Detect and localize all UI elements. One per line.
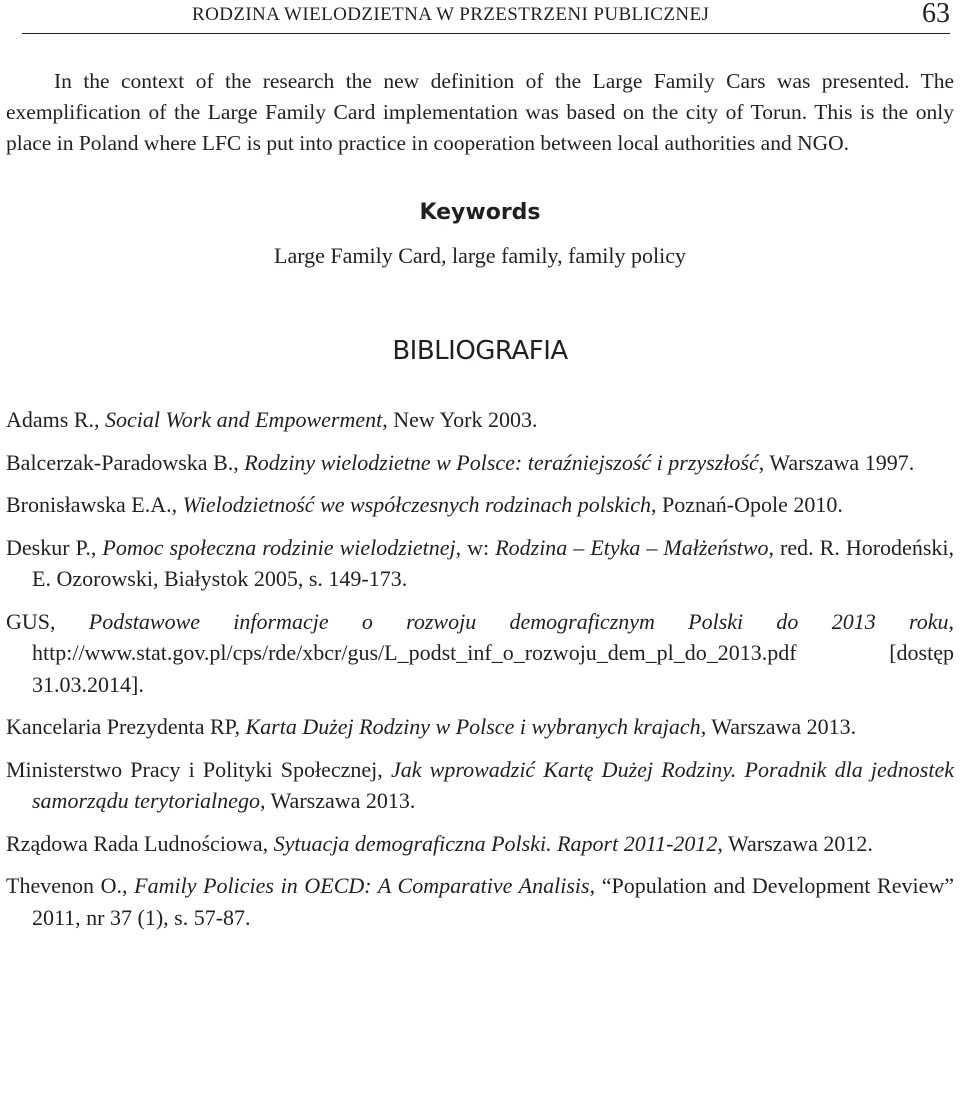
entry-title: Karta Dużej Rodziny w Polsce i wybranych krajach [245, 714, 701, 739]
entry-details: , red. R. Horodeński, E. Ozorowski, Białystok 2005, s. 149-173. [32, 534, 955, 591]
bibliography-entry [6, 532, 954, 595]
entry-author: Adams R., [6, 407, 105, 432]
entry-title: Pomoc społeczna rodzinie wielodzietnej [102, 534, 456, 560]
entry-title: Wielodzietność we współczesnych rodzinach polskich [182, 492, 652, 517]
entry-book-title: Rodzina – Etyka – Małżeństwo [495, 534, 769, 560]
entry-author: Balcerzak-Paradowska B., [6, 449, 245, 475]
entry-connector: , w: [455, 534, 496, 560]
bibliography-entry [6, 870, 954, 933]
keywords-heading: Keywords [419, 200, 541, 225]
page-number: 63 [922, 0, 950, 29]
bibliography-entry [6, 404, 954, 436]
entry-author: Ministerstwo Pracy i Polityki Społecznej, [6, 756, 391, 782]
entry-title: Jak wprowadzić Kartę Dużej Rodziny. Poradnik dla jednostek samorządu terytorialnego [32, 756, 954, 813]
entry-details: , Poznań-Opole 2010. [651, 492, 843, 517]
bibliography-entry [6, 711, 954, 743]
entry-details: , http://www.stat.gov.pl/cps/rde/xbcr/gus/L_podst_inf_o_rozwoju_dem_pl_do_2013.pdf [dostęp 31.03.2014]. [32, 608, 954, 697]
entry-author: Deskur P., [6, 534, 103, 560]
bibliography-entry [6, 606, 954, 701]
entry-title: Rodziny wielodzietne w Polsce: teraźniejszość i przyszłość [244, 449, 759, 475]
entry-title: Podstawowe informacje o rozwoju demograficznym Polski do 2013 roku [88, 608, 949, 634]
bibliography-entry [6, 447, 954, 479]
entry-details: , Warszawa 1997. [758, 449, 915, 475]
bibliography-entry [6, 754, 954, 817]
entry-details: , “Population and Development Review” 2011, nr 37 (1), s. 57-87. [32, 873, 954, 930]
running-header [22, 0, 950, 32]
entry-details: , New York 2003. [382, 407, 538, 432]
entry-author: Rządowa Rada Ludnościowa, [6, 830, 274, 856]
keywords-text: Large Family Card, large family, family policy [274, 243, 686, 268]
running-title: RODZINA WIELODZIETNA W PRZESTRZENI PUBLICZNEJ [192, 4, 710, 25]
abstract-paragraph: In the context of the research the new definition of the Large Family Cars was presented. The exemplification of the Large Family Card implementation was based on the city of Torun. This is the only place in Poland where LFC is put into practice in cooperation between local authorities and NGO. [6, 69, 954, 155]
entry-details: , Warszawa 2012. [717, 830, 873, 856]
bibliography-heading: BIBLIOGRAFIA [392, 336, 568, 366]
entry-details: , Warszawa 2013. [259, 788, 416, 813]
bibliography-entry [6, 489, 954, 521]
entry-title: Sytuacja demograficzna Polski. Raport 2011-2012 [273, 830, 718, 856]
bibliography-list [6, 404, 954, 944]
entry-title: Social Work and Empowerment [105, 407, 383, 432]
entry-author: Kancelaria Prezydenta RP, [6, 714, 246, 739]
entry-author: GUS, [6, 608, 89, 634]
entry-author: Bronisławska E.A., [6, 492, 183, 517]
entry-author: Thevenon O., [6, 873, 135, 898]
header-rule [22, 33, 950, 34]
entry-title: Family Policies in OECD: A Comparative Analisis [134, 873, 590, 898]
entry-details: , Warszawa 2013. [700, 714, 857, 739]
bibliography-entry [6, 828, 954, 860]
